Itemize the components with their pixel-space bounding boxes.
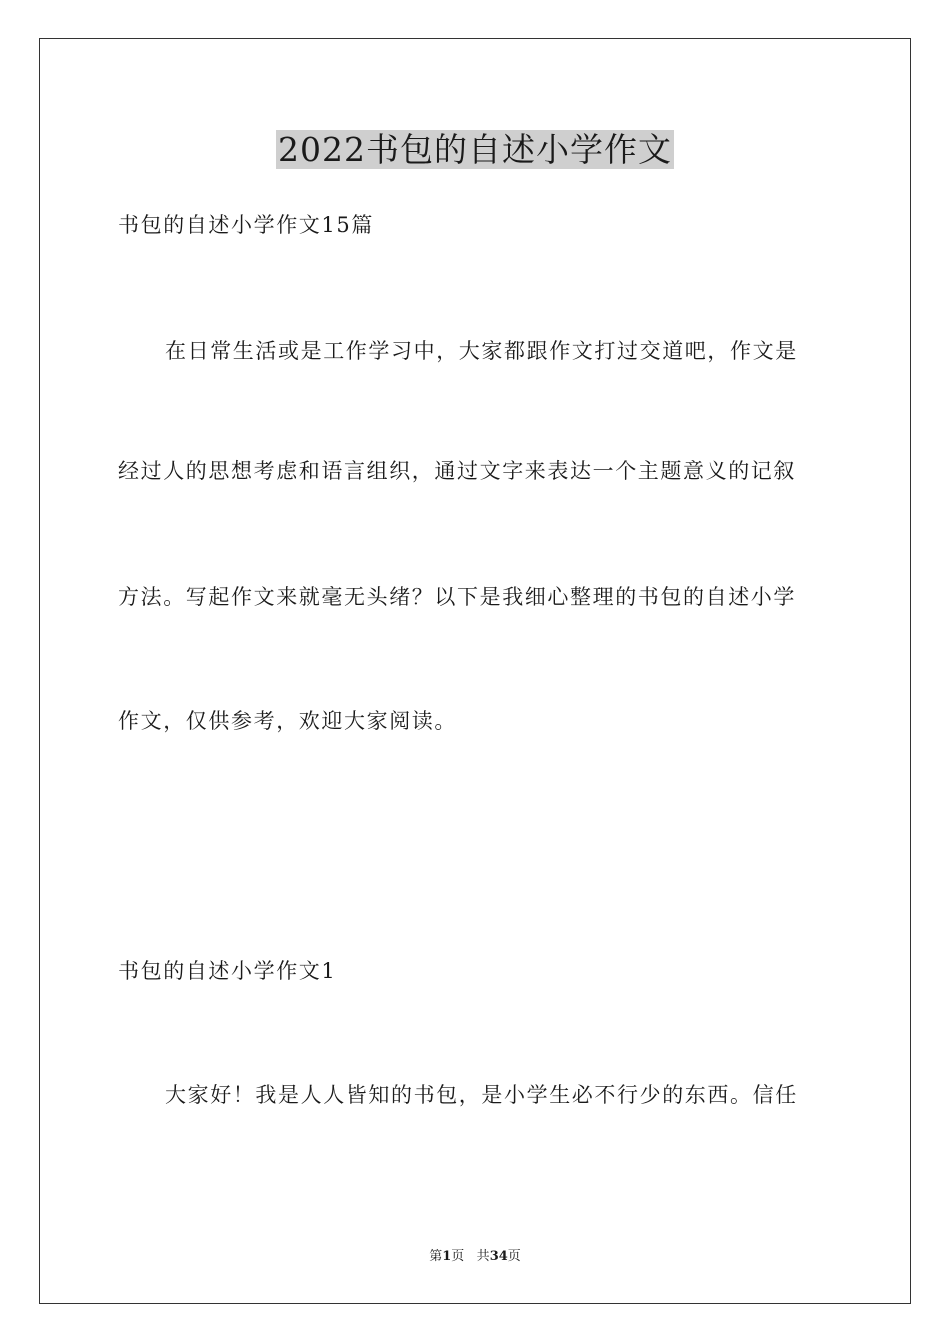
intro-line-1: 在日常生活或是工作学习中，大家都跟作文打过交道吧，作文是 [165, 339, 798, 363]
section-heading: 书包的自述小学作文1 [118, 959, 337, 983]
total-label-suffix: 页 [507, 1249, 521, 1264]
page-number: 1 [442, 1249, 452, 1264]
intro-line-3: 方法。写起作文来就毫无头绪？以下是我细心整理的书包的自述小学 [118, 585, 796, 609]
page-label-suffix: 页 [451, 1249, 465, 1264]
section-paragraph-line-1: 大家好！我是人人皆知的书包，是小学生必不行少的东西。信任 [165, 1083, 798, 1107]
document-title [0, 128, 950, 172]
intro-line-2: 经过人的思想考虑和语言组织，通过文字来表达一个主题意义的记叙 [118, 459, 796, 483]
document-subtitle: 书包的自述小学作文15篇 [118, 213, 374, 237]
page-footer [0, 1248, 950, 1266]
page-label-prefix: 第 [429, 1249, 443, 1264]
intro-line-4: 作文，仅供参考，欢迎大家阅读。 [118, 709, 457, 733]
document-title-text: 2022书包的自述小学作文 [278, 130, 672, 169]
total-pages: 34 [489, 1249, 508, 1264]
total-label-prefix: 共 [476, 1249, 490, 1264]
